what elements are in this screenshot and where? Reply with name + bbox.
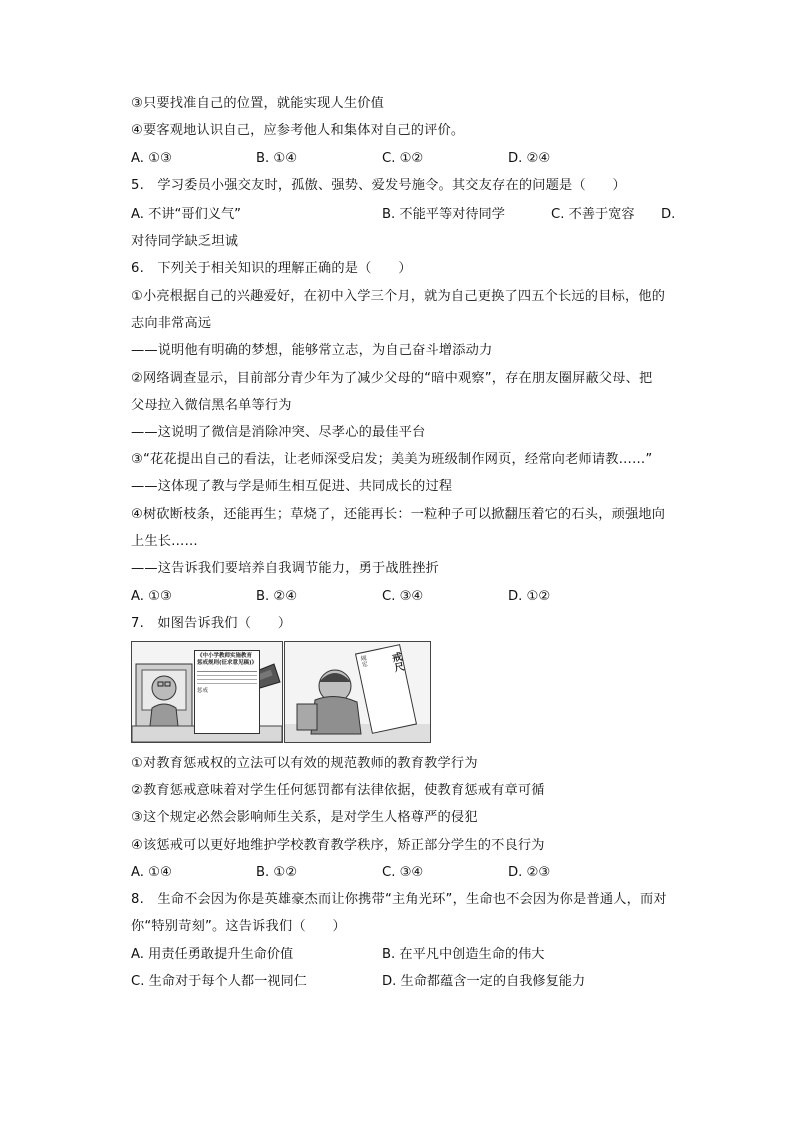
q6-item-4-comment: ——这告诉我们要培养自我调节能力，勇于战胜挫折	[131, 561, 439, 576]
q7-statement-4: ④该惩戒可以更好地维护学校教育教学秩序，矫正部分学生的不良行为	[131, 838, 545, 853]
q6-stem: 6. 下列关于相关知识的理解正确的是（ ）	[131, 261, 412, 276]
q5-option-c[interactable]: C. 不善于宽容	[551, 207, 635, 222]
cartoon-document-left	[194, 650, 260, 734]
q6-item-2-line2: 父母拉入微信黑名单等行为	[131, 398, 292, 413]
q4-option-b[interactable]: B. ①④	[256, 151, 298, 166]
cartoon-document-left-title: 《中小学教师实施教育惩戒规则(征求意见稿)》	[197, 653, 258, 666]
q7-option-b[interactable]: B. ①②	[256, 865, 298, 880]
q6-option-b[interactable]: B. ②④	[256, 589, 298, 604]
cartoon-figure	[131, 641, 430, 743]
q6-item-4-line2: 上生长……	[131, 534, 198, 549]
q8-option-d[interactable]: D. 生命都蕴含一定的自我修复能力	[382, 974, 586, 989]
q4-option-a[interactable]: A. ①③	[131, 151, 172, 166]
q4-option-c[interactable]: C. ①②	[382, 151, 424, 166]
q7-statement-1: ①对教育惩戒权的立法可以有效的规范教师的教育教学行为	[131, 756, 478, 771]
q6-item-3-comment: ——这体现了教与学是师生相互促进、共同成长的过程	[131, 479, 453, 494]
cartoon-document-left-note: 惩戒	[197, 688, 209, 694]
q6-item-3-line1: ③“花花提出自己的看法，让老师深受启发；美美为班级制作网页，经常向老师请教……”	[131, 452, 653, 467]
q7-option-c[interactable]: C. ③④	[382, 865, 424, 880]
q6-item-1-line2: 志向非常高远	[131, 316, 212, 331]
q7-stem: 7. 如图告诉我们（ ）	[131, 616, 292, 631]
q5-option-d-text: 对待同学缺乏坦诚	[131, 234, 239, 249]
q7-option-d[interactable]: D. ②③	[508, 865, 551, 880]
q7-statement-2: ②教育惩戒意味着对学生任何惩罚都有法律依据，使教育惩戒有章可循	[131, 783, 545, 798]
q8-option-c[interactable]: C. 生命对于每个人都一视同仁	[131, 974, 307, 989]
q5-stem: 5. 学习委员小强交友时，孤傲、强势、爱发号施令。其交友存在的问题是（ ）	[131, 178, 626, 193]
q7-statement-3: ③这个规定必然会影响师生关系，是对学生人格尊严的侵犯	[131, 810, 478, 825]
q6-item-2-comment: ——这说明了微信是消除冲突、尽孝心的最佳平台	[131, 425, 426, 440]
q6-item-1-line1: ①小亮根据自己的兴趣爱好，在初中入学三个月，就为自己更换了四五个长远的目标，他的	[131, 289, 666, 304]
q5-option-d-label[interactable]: D.	[661, 207, 676, 222]
q4-statement-4: ④要客观地认识自己，应参考他人和集体对自己的评价。	[131, 123, 465, 138]
q6-item-1-comment: ——说明他有明确的梦想，能够常立志，为自己奋斗增添动力	[131, 343, 493, 358]
q7-option-a[interactable]: A. ①④	[131, 865, 172, 880]
q6-option-d[interactable]: D. ①②	[508, 589, 551, 604]
q4-statement-3: ③只要找准自己的位置，就能实现人生价值	[131, 96, 384, 111]
q6-option-a[interactable]: A. ①③	[131, 589, 172, 604]
q6-option-c[interactable]: C. ③④	[382, 589, 424, 604]
q5-option-b[interactable]: B. 不能平等对待同学	[382, 207, 505, 222]
q5-option-a[interactable]: A. 不讲“哥们义气”	[131, 207, 241, 222]
q8-option-a[interactable]: A. 用责任勇敢提升生命价值	[131, 947, 294, 962]
cartoon-panel-right	[284, 641, 431, 743]
q4-option-d[interactable]: D. ②④	[508, 151, 551, 166]
cartoon-document-right-title: 戒尺	[388, 651, 404, 674]
q8-option-b[interactable]: B. 在平凡中创造生命的伟大	[382, 947, 545, 962]
cartoon-document-right-sub: 规定	[358, 654, 368, 668]
q8-stem-line1: 8. 生命不会因为你是英雄豪杰而让你携带“主角光环”，生命也不会因为你是普通人，而对	[131, 892, 667, 907]
q6-item-4-line1: ④树砍断枝条，还能再生；草烧了，还能再长：一粒种子可以掀翻压着它的石头，顽强地向	[131, 507, 666, 522]
q8-stem-line2: 你“特别苛刻”。这告诉我们（ ）	[131, 919, 346, 934]
q6-item-2-line1: ②网络调查显示，目前部分青少年为了减少父母的“暗中观察”，存在朋友圈屏蔽父母、把	[131, 371, 653, 386]
cartoon-panel-left	[131, 641, 283, 743]
